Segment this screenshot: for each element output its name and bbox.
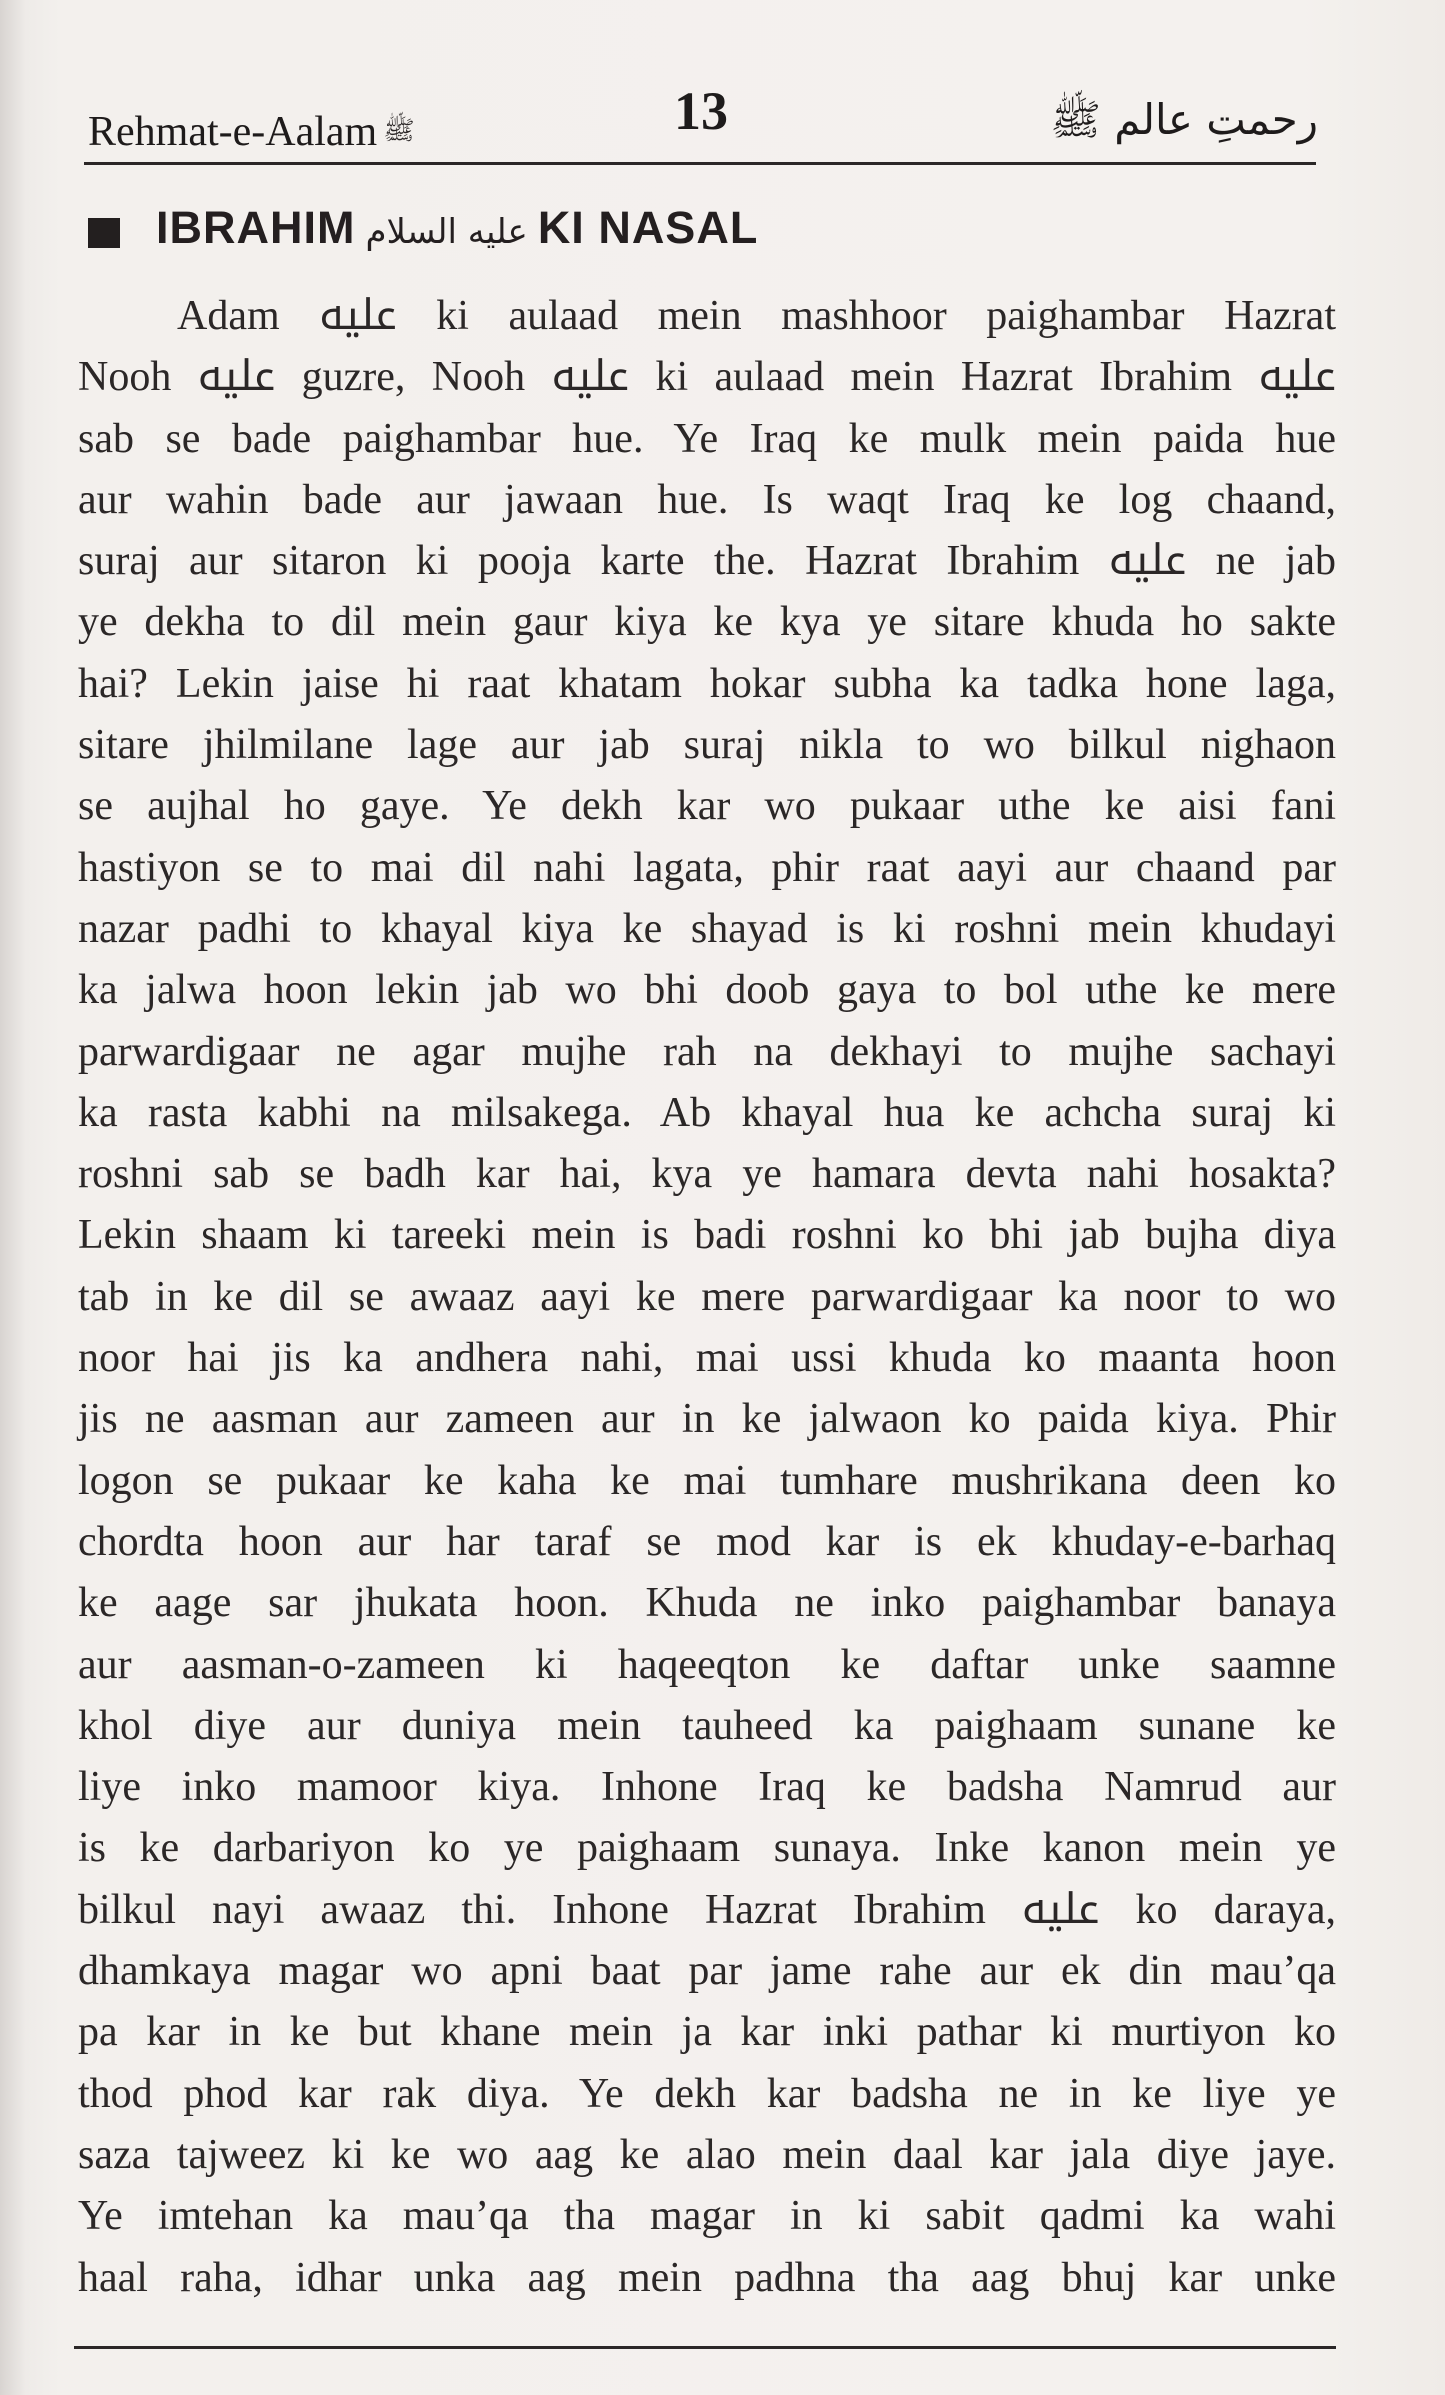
body-line: hai? Lekin jaise hi raat khatam hokar subha ka tadka hone laga, <box>78 660 1336 707</box>
body-line: pa kar in ke but khane mein ja kar inki pathar ki murtiyon ko <box>78 2009 1336 2056</box>
header-left-title <box>88 108 415 156</box>
section-heading-text <box>156 202 758 254</box>
running-header <box>84 78 1324 168</box>
salutation-emblem-icon: ﷺ <box>383 116 415 146</box>
body-line: hastiyon se to mai dil nahi lagata, phir raat aayi aur chaand par <box>78 844 1336 891</box>
body-line: saza tajweez ki ke wo aag ke alao mein daal kar jala diye jaye. <box>78 2131 1336 2178</box>
body-line: haal raha, idhar unka aag mein padhna tha aag bhuj kar unke <box>78 2254 1336 2301</box>
body-line: Adam ﷷ ki aulaad mein mashhoor paighambar Hazrat <box>177 293 1336 339</box>
body-line: thod phod kar rak diya. Ye dekh kar badsha ne in ke liye ye <box>78 2070 1336 2117</box>
body-line: tab in ke dil se awaaz aayi ke mere parwardigaar ka noor to wo <box>78 1273 1336 1320</box>
body-text <box>78 286 1336 2309</box>
body-line: khol diye aur duniya mein tauheed ka paighaam sunane ke <box>78 1702 1336 1749</box>
body-line: ka jalwa hoon lekin jab wo bhi doob gaya to bol uthe ke mere <box>78 967 1336 1014</box>
body-line: aur aasman-o-zameen ki haqeeqton ke daftar unke saamne <box>78 1641 1336 1688</box>
body-line: sitare jhilmilane lage aur jab suraj nikla to wo bilkul nighaon <box>78 722 1336 769</box>
body-line: parwardigaar ne agar mujhe rah na dekhayi to mujhe sachayi <box>78 1028 1336 1075</box>
body-line: Ye imtehan ka mau’qa tha magar in ki sabit qadmi ka wahi <box>78 2193 1336 2240</box>
body-line: se aujhal ho gaye. Ye dekh kar wo pukaar uthe ke aisi fani <box>78 783 1336 830</box>
body-line: sab se bade paighambar hue. Ye Iraq ke mulk mein paida hue <box>78 415 1336 462</box>
header-right-urdu-title: رحمتِ عالم ﷺ <box>1050 95 1318 144</box>
body-line: Lekin shaam ki tareeki mein is badi roshni ko bhi jab bujha diya <box>78 1212 1336 1259</box>
body-line: jis ne aasman aur zameen aur in ke jalwaon ko paida kiya. Phir <box>78 1396 1336 1443</box>
body-line: ka rasta kabhi na milsakega. Ab khayal hua ke achcha suraj ki <box>78 1089 1336 1136</box>
body-line: chordta hoon aur har taraf se mod kar is ek khuday-e-barhaq <box>78 1518 1336 1565</box>
heading-text-before: IBRAHIM <box>156 202 356 253</box>
header-rule <box>84 162 1316 165</box>
body-line: nazar padhi to khayal kiya ke shayad is ki roshni mein khudayi <box>78 905 1336 952</box>
body-line: liye inko mamoor kiya. Inhone Iraq ke badsha Namrud aur <box>78 1764 1336 1811</box>
body-line: logon se pukaar ke kaha ke mai tumhare mushrikana deen ko <box>78 1457 1336 1504</box>
body-line: ke aage sar jhukata hoon. Khuda ne inko paighambar banaya <box>78 1580 1336 1627</box>
page-number: 13 <box>674 81 728 141</box>
heading-text-after: KI NASAL <box>537 202 759 253</box>
body-line: roshni sab se badh kar hai, kya ye hamara devta nahi hosakta? <box>78 1151 1336 1198</box>
body-line: noor hai jis ka andhera nahi, mai ussi khuda ko maanta hoon <box>78 1335 1336 1382</box>
heading-emblem-icon: عليه السلام <box>365 212 528 252</box>
heading-square-bullet-icon <box>88 218 120 248</box>
body-line: ye dekha to dil mein gaur kiya ke kya ye sitare khuda ho sakte <box>78 599 1336 646</box>
footer-rule <box>74 2346 1336 2349</box>
body-line: bilkul nayi awaaz thi. Inhone Hazrat Ibrahim ﷷ ko daraya, <box>78 1886 1336 1933</box>
header-left-title-text: Rehmat-e-Aalam <box>88 109 378 155</box>
body-line: aur wahin bade aur jawaan hue. Is waqt Iraq ke log chaand, <box>78 476 1336 523</box>
body-line: suraj aur sitaron ki pooja karte the. Hazrat Ibrahim ﷷ ne jab <box>78 538 1337 585</box>
body-line: dhamkaya magar wo apni baat par jame rahe aur ek din mau’qa <box>78 1948 1336 1995</box>
body-line: is ke darbariyon ko ye paighaam sunaya. Inke kanon mein ye <box>78 1825 1336 1872</box>
body-line: Nooh ﷷ guzre, Nooh ﷷ ki aulaad mein Hazrat Ibrahim ﷷ <box>78 354 1336 401</box>
section-heading <box>88 196 758 260</box>
